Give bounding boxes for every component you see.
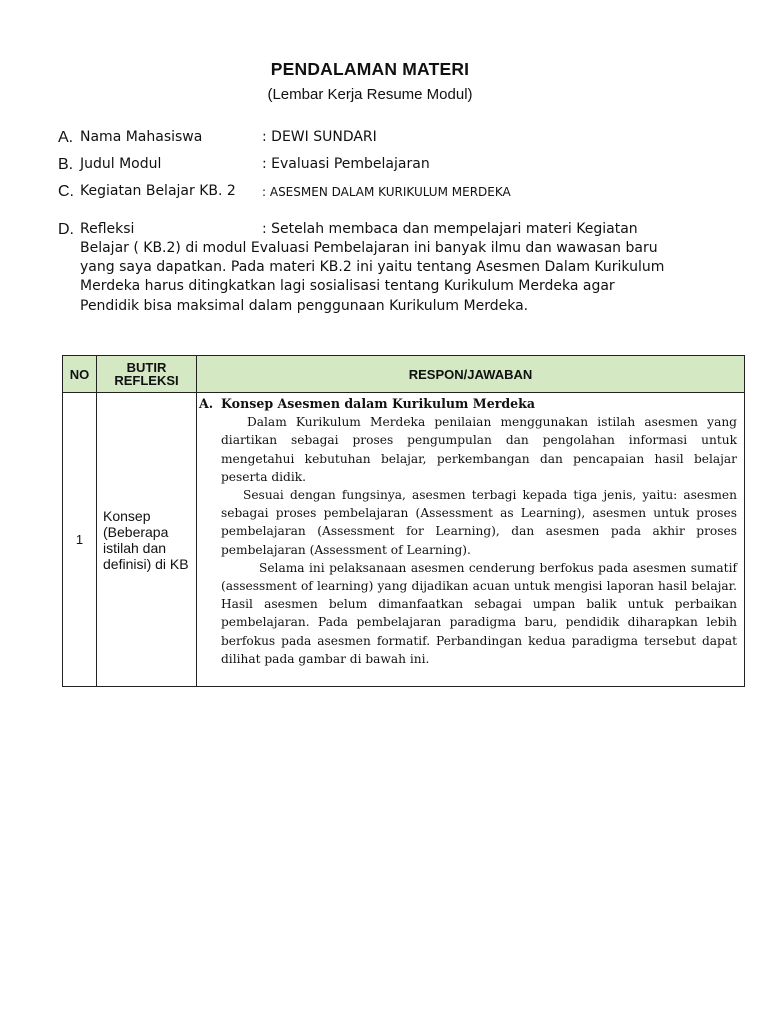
header-butir-refleksi: BUTIR REFLEKSI xyxy=(97,356,197,393)
field-letter: B. xyxy=(58,156,74,173)
field-letter: D. xyxy=(58,221,74,238)
field-label: Nama Mahasiswa xyxy=(80,129,203,145)
field-letter: A. xyxy=(58,129,74,146)
field-value: : DEWI SUNDARI xyxy=(262,129,377,145)
field-nama-mahasiswa xyxy=(58,128,377,148)
field-kegiatan-belajar xyxy=(58,182,511,202)
field-label: Judul Modul xyxy=(80,156,162,172)
paragraph: Dalam Kurikulum Merdeka penilaian menggunakan istilah asesmen yang diartikan sebagai proses pengumpulan dan pengolahan informasi untuk mengetahui kebutuhan belajar, perkembangan dan pencapaian hasil belajar peserta didik. xyxy=(221,415,737,484)
field-label: Refleksi xyxy=(80,221,135,237)
paragraph: Selama ini pelaksanaan asesmen cenderung berfokus pada asesmen sumatif (assessment of learning) yang dijadikan acuan untuk mengisi laporan hasil belajar. Hasil asesmen belum dimanfaatkan sebagai umpan balik untuk perbaikan pembelajaran. Pada pembelajaran paradigma baru, pendidik diharapkan lebih berfokus pada asesmen formatif. Perbandingan kedua paradigma tersebut dapat dilihat pada gambar di bawah ini. xyxy=(221,560,737,666)
refleksi-text: Belajar ( KB.2) di modul Evaluasi Pembelajaran ini banyak ilmu dan wawasan baru yang saya dapatkan. Pada materi KB.2 ini yaitu tentang Asesmen Dalam Kurikulum Merdeka harus ditingkatkan lagi sosialisasi tentang Kurikulum Merdeka agar Pendidik bisa maksimal dalam penggunaan Kurikulum Merdeka. xyxy=(80,240,665,314)
field-judul-modul xyxy=(58,155,430,175)
field-value: : ASESMEN DALAM KURIKULUM MERDEKA xyxy=(262,185,511,199)
header-respon-jawaban: RESPON/JAWABAN xyxy=(197,356,745,393)
field-label: Kegiatan Belajar KB. 2 xyxy=(80,183,236,199)
header-no: NO xyxy=(63,356,97,393)
page-title: PENDALAMAN MATERI xyxy=(270,59,470,79)
reflection-table xyxy=(62,355,745,687)
field-refleksi xyxy=(58,220,678,316)
cell-butir: Konsep (Beberapa istilah dan definisi) di KB xyxy=(97,393,197,687)
table-header-row xyxy=(63,356,745,393)
cell-no: 1 xyxy=(63,393,97,687)
page-subtitle: (Lembar Kerja Resume Modul) xyxy=(267,86,473,103)
cell-respon xyxy=(197,393,745,687)
section-title: Konsep Asesmen dalam Kurikulum Merdeka xyxy=(221,396,536,411)
field-letter: C. xyxy=(58,183,74,200)
table-row xyxy=(63,393,745,687)
paragraph: Sesuai dengan fungsinya, asesmen terbagi kepada tiga jenis, yaitu: asesmen sebagai proses pembelajaran (Assessment as Learning), asesmen untuk proses pembelajaran (Assessment for Learning), dan asesmen pada akhir proses pembelajaran (Assessment of Learning). xyxy=(221,488,737,557)
section-marker: A. xyxy=(199,396,214,411)
section-heading xyxy=(199,395,737,413)
refleksi-value-first-line: : Setelah membaca dan mempelajari materi Kegiatan xyxy=(262,221,638,237)
field-value: : Evaluasi Pembelajaran xyxy=(262,156,430,172)
